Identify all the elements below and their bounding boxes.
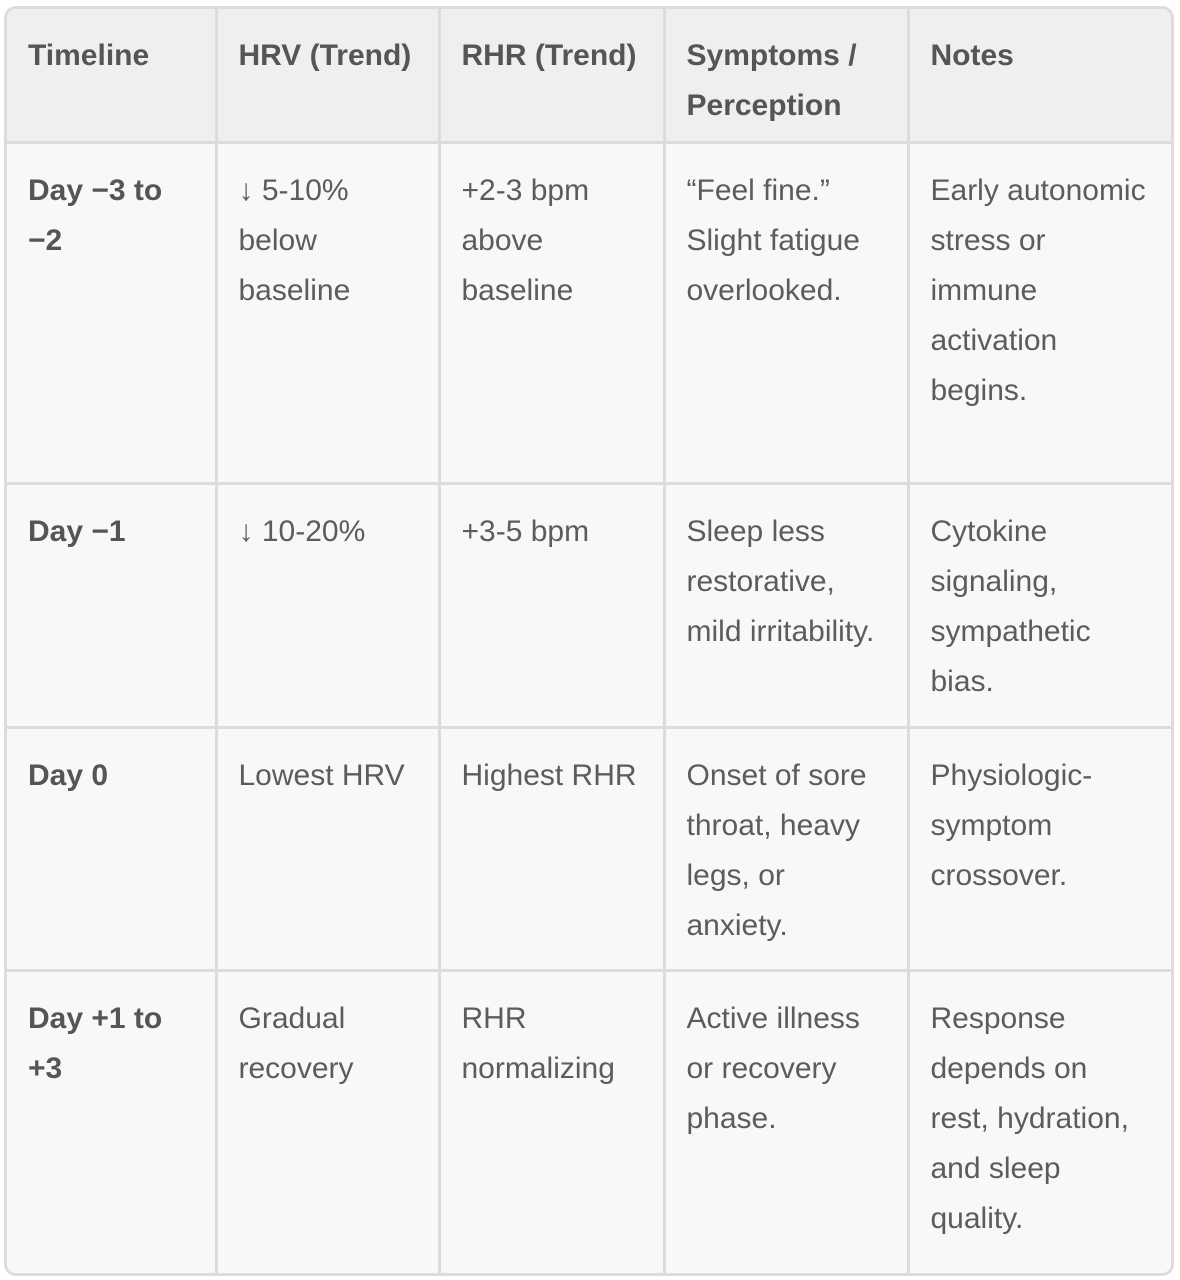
- cell-rhr: +3-5 bpm: [439, 484, 664, 728]
- cell-notes: Cytokine signaling, sympathetic bias.: [908, 484, 1171, 728]
- table-row: [7, 728, 1171, 971]
- cell-symptoms: Onset of sore throat, heavy legs, or anxiety.: [664, 728, 908, 971]
- header-rhr-trend: RHR (Trend): [439, 9, 664, 143]
- cell-timeline: Day 0: [7, 728, 216, 971]
- cell-timeline: Day +1 to +3: [7, 971, 216, 1274]
- cell-hrv: ↓ 10-20%: [216, 484, 439, 728]
- cell-symptoms: Sleep less restorative, mild irritability.: [664, 484, 908, 728]
- cell-timeline: Day −3 to −2: [7, 143, 216, 484]
- table-header-row: [7, 9, 1171, 143]
- cell-notes: Early autonomic stress or immune activation begins.: [908, 143, 1171, 484]
- table-row: [7, 971, 1171, 1274]
- cell-rhr: RHR normalizing: [439, 971, 664, 1274]
- cell-timeline: Day −1: [7, 484, 216, 728]
- cell-notes: Physiologic-symptom crossover.: [908, 728, 1171, 971]
- hrv-rhr-timeline-table: [7, 9, 1171, 1273]
- header-hrv-trend: HRV (Trend): [216, 9, 439, 143]
- cell-notes: Response depends on rest, hydration, and sleep quality.: [908, 971, 1171, 1274]
- header-symptoms-perception: Symptoms / Perception: [664, 9, 908, 143]
- cell-rhr: +2-3 bpm above baseline: [439, 143, 664, 484]
- table-row: [7, 143, 1171, 484]
- cell-symptoms: “Feel fine.” Slight fatigue overlooked.: [664, 143, 908, 484]
- timeline-table-container: [4, 6, 1174, 1276]
- cell-symptoms: Active illness or recovery phase.: [664, 971, 908, 1274]
- header-timeline: Timeline: [7, 9, 216, 143]
- table-row: [7, 484, 1171, 728]
- cell-hrv: Gradual recovery: [216, 971, 439, 1274]
- cell-hrv: Lowest HRV: [216, 728, 439, 971]
- cell-hrv: ↓ 5-10% below baseline: [216, 143, 439, 484]
- header-notes: Notes: [908, 9, 1171, 143]
- cell-rhr: Highest RHR: [439, 728, 664, 971]
